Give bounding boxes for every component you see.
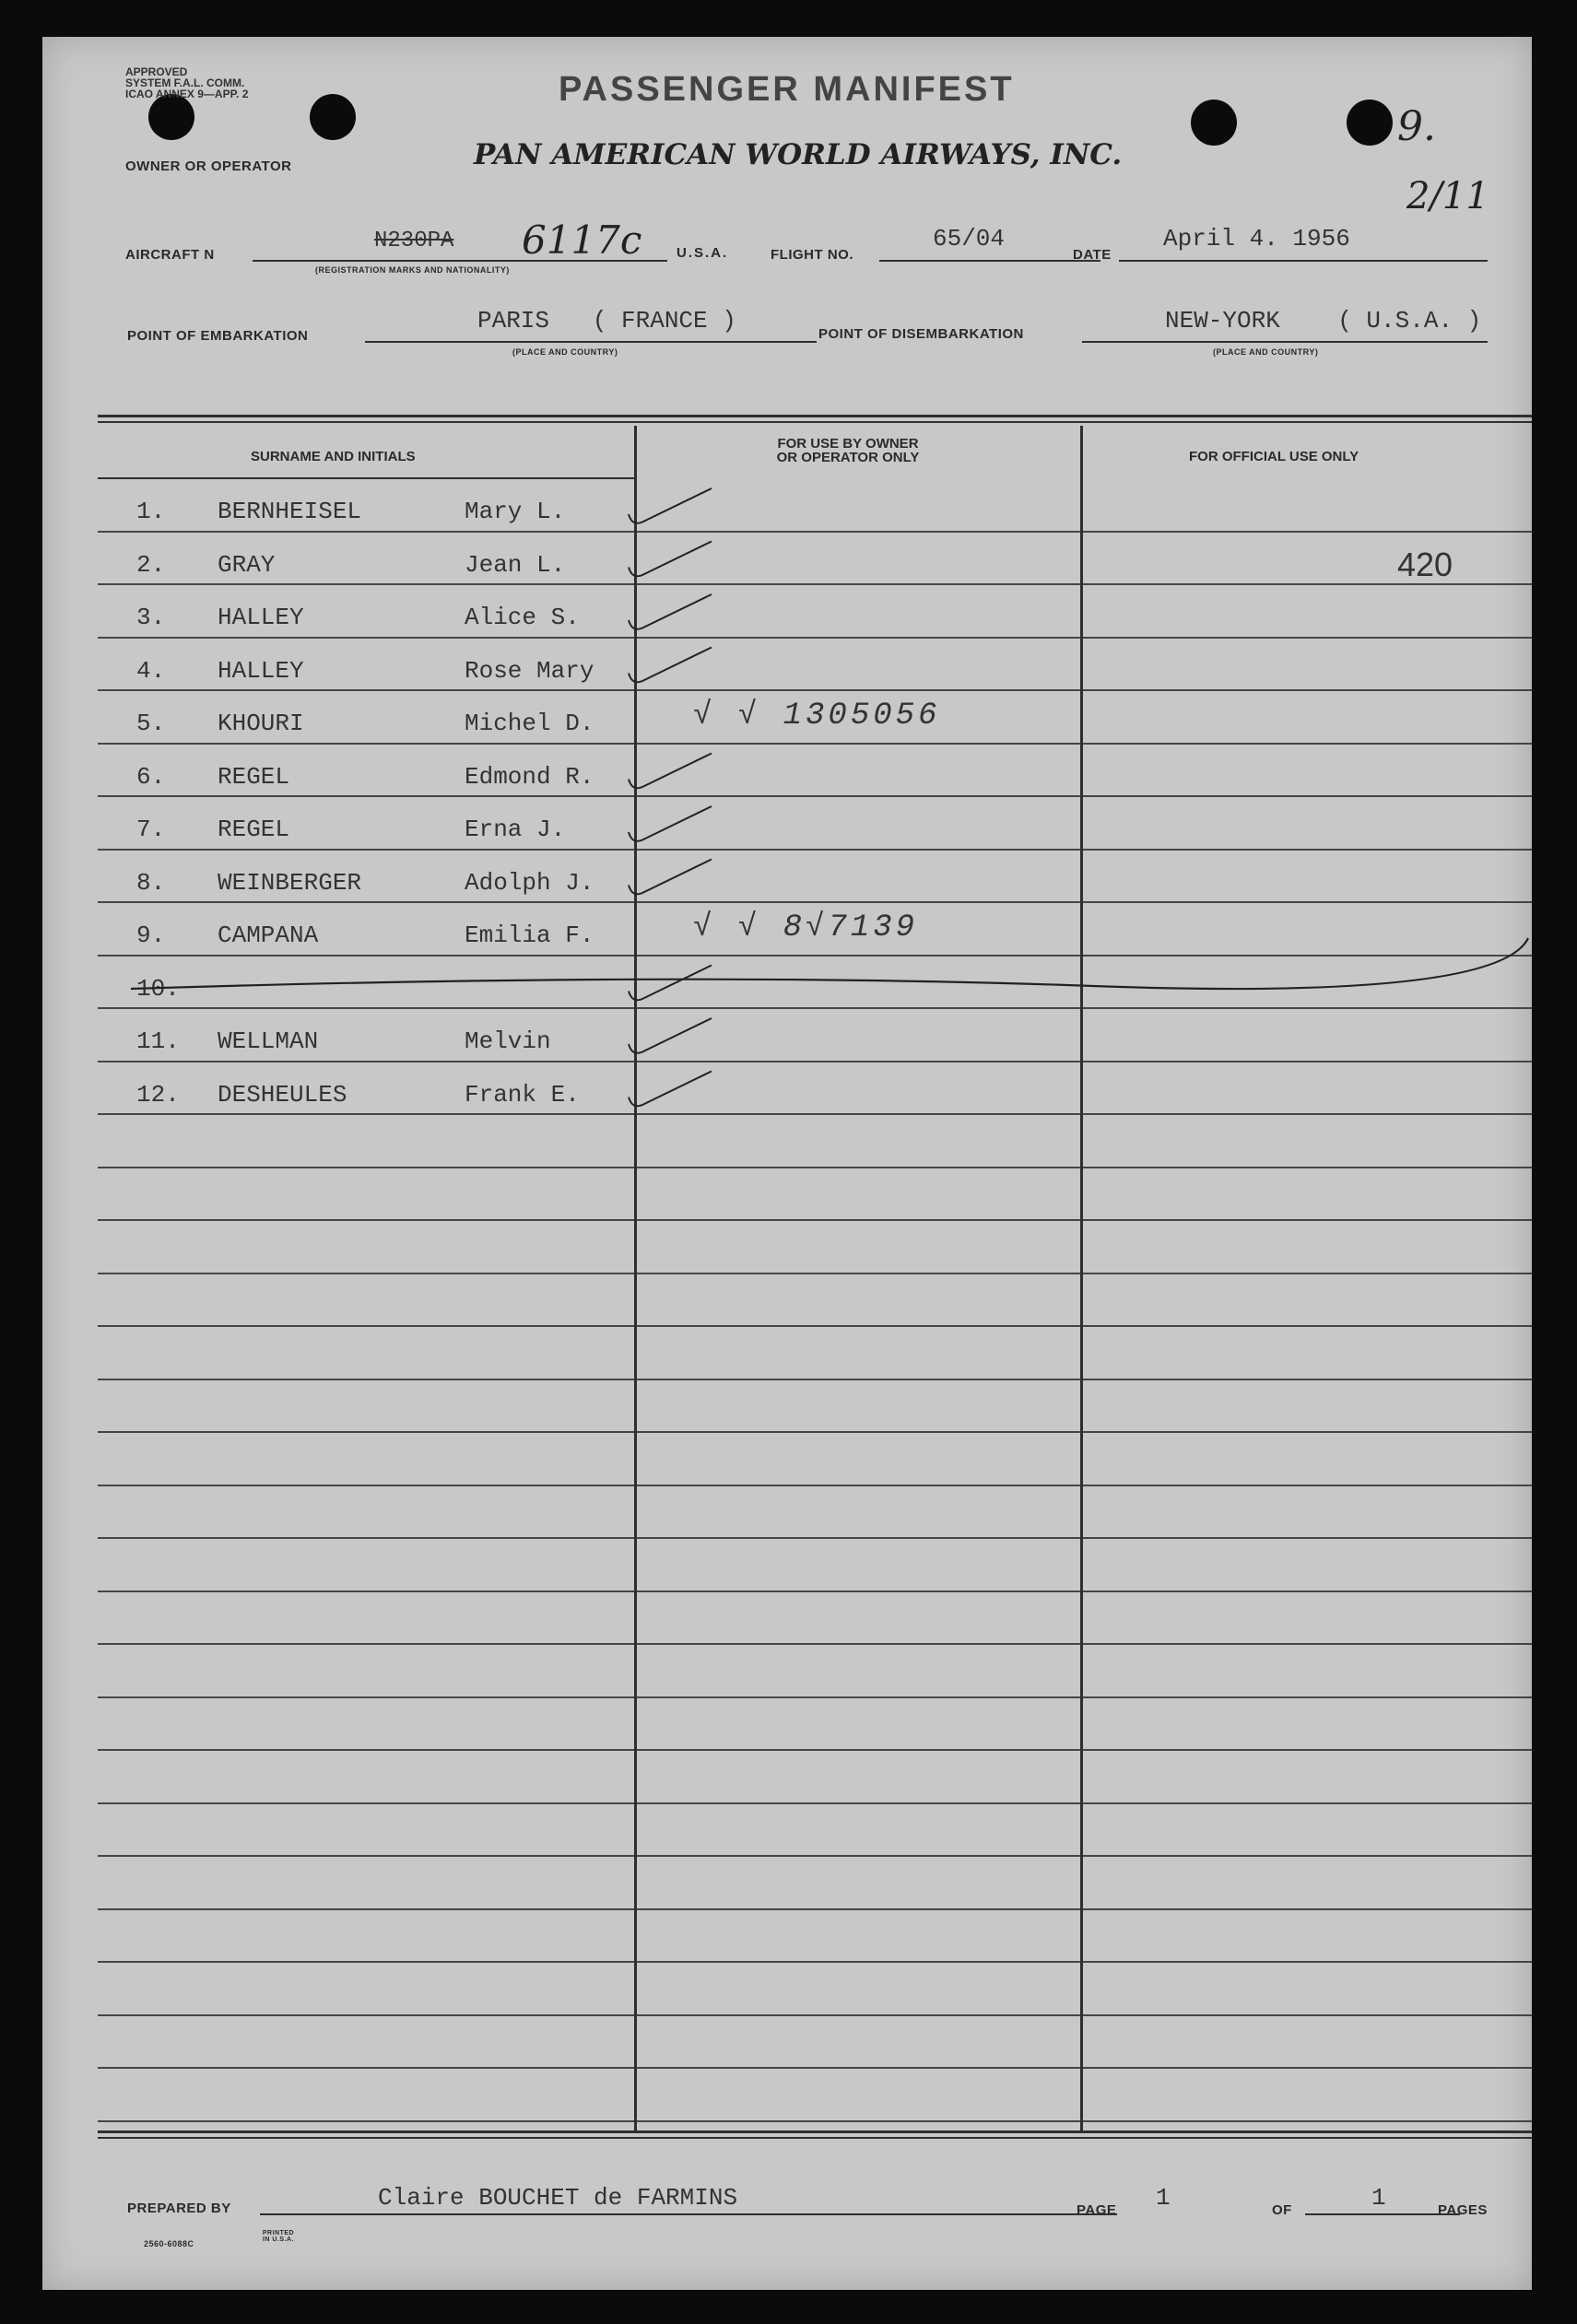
passenger-given-name: Jean L. bbox=[465, 550, 566, 579]
row-number: 5. bbox=[136, 710, 166, 737]
passenger-surname: BERNHEISEL bbox=[218, 498, 362, 525]
disembark-value: NEW-YORK ( U.S.A. ) bbox=[1165, 307, 1482, 335]
pages-underline bbox=[1305, 2213, 1460, 2215]
of-label: OF bbox=[1272, 2202, 1292, 2218]
aircraft-nationality: U.S.A. bbox=[677, 245, 729, 261]
embark-sub-label: (PLACE AND COUNTRY) bbox=[512, 347, 618, 357]
checkmark-icon bbox=[629, 1072, 712, 1107]
passenger-surname: WELLMAN bbox=[218, 1027, 319, 1055]
checkmark-icon bbox=[629, 488, 712, 523]
row-number: 9. bbox=[136, 921, 166, 949]
col-header-operator-line: FOR USE BY OWNER bbox=[777, 436, 919, 452]
passenger-given-name: Rose Mary bbox=[465, 656, 594, 685]
embark-value: PARIS ( FRANCE ) bbox=[477, 307, 736, 335]
date-value: April 4. 1956 bbox=[1163, 225, 1350, 252]
passenger-surname: REGEL bbox=[218, 762, 290, 791]
passenger-given-name: Frank E. bbox=[465, 1080, 580, 1109]
operator-note: √ √ 1305056 bbox=[693, 698, 941, 734]
passenger-given-name: Mary L. bbox=[465, 498, 566, 525]
aircraft-struck: N230PA bbox=[374, 229, 454, 253]
owner-value: PAN AMERICAN WORLD AIRWAYS, INC. bbox=[474, 138, 1123, 171]
prepared-label: PREPARED BY bbox=[127, 2201, 231, 2216]
passenger-given-name: Emilia F. bbox=[465, 921, 594, 949]
passenger-given-name: Michel D. bbox=[465, 710, 594, 737]
flight-value: 65/04 bbox=[933, 225, 1006, 252]
prepared-underline bbox=[260, 2213, 1117, 2215]
row-number: 6. bbox=[136, 762, 166, 791]
page-label: PAGE bbox=[1077, 2202, 1117, 2218]
checkmark-icon bbox=[629, 860, 712, 895]
passenger-given-name: Erna J. bbox=[465, 816, 566, 843]
passenger-given-name: Edmond R. bbox=[465, 762, 594, 791]
manifest-sheet bbox=[42, 37, 1532, 2290]
passenger-given-name: Adolph J. bbox=[465, 868, 594, 897]
printed-note: PRINTED IN U.S.A. bbox=[262, 2230, 295, 2243]
passenger-surname: GRAY bbox=[218, 550, 276, 579]
row-number: 10. bbox=[136, 974, 180, 1003]
col-header-surname: SURNAME AND INITIALS bbox=[251, 449, 416, 464]
row-number: 12. bbox=[136, 1080, 180, 1109]
row-number: 2. bbox=[136, 550, 166, 579]
of-value: 1 bbox=[1371, 2184, 1386, 2212]
embark-label: POINT OF EMBARKATION bbox=[127, 328, 309, 344]
disembark-sub-label: (PLACE AND COUNTRY) bbox=[1213, 347, 1319, 357]
prepared-value: Claire BOUCHET de FARMINS bbox=[378, 2184, 738, 2212]
col-header-official: FOR OFFICIAL USE ONLY bbox=[1189, 449, 1359, 464]
official-note: 420 bbox=[1397, 545, 1453, 583]
flight-label: FLIGHT NO. bbox=[771, 247, 853, 263]
passenger-surname: KHOURI bbox=[218, 710, 304, 737]
corner-fraction: 2/11 bbox=[1406, 175, 1489, 217]
approval-line: ICAO ANNEX 9—APP. 2 bbox=[125, 88, 249, 100]
passenger-surname: HALLEY bbox=[218, 656, 304, 685]
page-title: PASSENGER MANIFEST bbox=[559, 70, 1015, 109]
row-number: 11. bbox=[136, 1027, 180, 1055]
row-number: 7. bbox=[136, 816, 166, 843]
passenger-surname: CAMPANA bbox=[218, 921, 319, 949]
checkmark-icon bbox=[629, 648, 712, 683]
row-number: 4. bbox=[136, 656, 166, 685]
col-header-operator-line: OR OPERATOR ONLY bbox=[776, 450, 920, 465]
checkmark-icon bbox=[629, 754, 712, 789]
row-number: 8. bbox=[136, 868, 166, 897]
aircraft-sub-label: (REGISTRATION MARKS AND NATIONALITY) bbox=[315, 265, 510, 275]
owner-label: OWNER OR OPERATOR bbox=[125, 158, 292, 174]
row-number: 3. bbox=[136, 604, 166, 631]
checkmark-icon bbox=[629, 542, 712, 577]
checkmarks bbox=[42, 37, 1532, 2290]
aircraft-value: 6117c bbox=[522, 217, 642, 263]
corner-mark: 9. bbox=[1397, 103, 1436, 150]
approval-line: APPROVED bbox=[125, 65, 188, 78]
passenger-given-name: Alice S. bbox=[465, 604, 580, 631]
form-number: 2560-6088C bbox=[144, 2239, 194, 2248]
page-value: 1 bbox=[1156, 2184, 1171, 2212]
checkmark-icon bbox=[629, 966, 712, 1001]
row-number: 1. bbox=[136, 498, 166, 525]
checkmark-icon bbox=[629, 806, 712, 841]
checkmark-icon bbox=[629, 1018, 712, 1053]
aircraft-label: AIRCRAFT N bbox=[125, 247, 215, 263]
passenger-surname: HALLEY bbox=[218, 604, 304, 631]
passenger-surname: REGEL bbox=[218, 816, 290, 843]
passenger-surname: WEINBERGER bbox=[218, 868, 362, 897]
disembark-label: POINT OF DISEMBARKATION bbox=[818, 326, 1024, 342]
operator-note: √ √ 8√7139 bbox=[693, 910, 919, 945]
checkmark-icon bbox=[629, 594, 712, 629]
pages-label: PAGES bbox=[1438, 2202, 1488, 2218]
date-label: DATE bbox=[1073, 247, 1112, 263]
passenger-given-name: Melvin bbox=[465, 1027, 551, 1055]
passenger-surname: DESHEULES bbox=[218, 1080, 347, 1109]
approval-line: SYSTEM F.A.L. COMM. bbox=[125, 76, 245, 89]
